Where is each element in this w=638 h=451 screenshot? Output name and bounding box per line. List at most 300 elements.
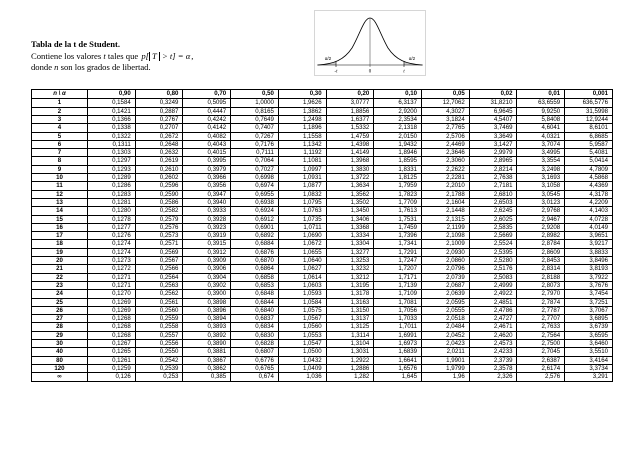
table-cell: 0,3892 (183, 331, 231, 339)
table-cell: 4,0728 (565, 215, 613, 223)
table-header-row (32, 90, 613, 99)
table-cell: 1,3862 (278, 107, 326, 115)
table-cell: 2,7045 (517, 348, 565, 356)
table-cell: 0,3900 (183, 290, 231, 298)
table-row (32, 149, 613, 157)
table-cell: 1,0763 (278, 207, 326, 215)
table-cell: 1,6991 (374, 331, 422, 339)
table-cell: 1,7247 (374, 257, 422, 265)
table-cell: 2,1199 (422, 223, 470, 231)
table-row (32, 290, 613, 298)
table-cell: 0,4142 (183, 124, 231, 132)
table-cell: 0,2566 (135, 265, 183, 273)
alpha-header: 0,20 (326, 90, 374, 99)
table-cell: 2,9768 (517, 207, 565, 215)
table-row (32, 340, 613, 348)
table-cell: 1,3634 (326, 182, 374, 190)
table-cell: 0,2558 (135, 323, 183, 331)
table-cell: 2,9200 (374, 107, 422, 115)
table-cell: 0,6844 (231, 298, 279, 306)
alpha-header: 0,30 (278, 90, 326, 99)
table-cell: 2,0423 (422, 340, 470, 348)
table-cell: 2,0150 (374, 132, 422, 140)
table-cell: 1,3232 (326, 265, 374, 273)
table-cell: 2,6387 (517, 356, 565, 364)
table-cell: 2,3534 (374, 116, 422, 124)
degrees-of-freedom-cell: 7 (32, 149, 88, 157)
degrees-of-freedom-cell: 16 (32, 223, 88, 231)
table-cell: 3,6739 (565, 323, 613, 331)
degrees-of-freedom-cell: 24 (32, 290, 88, 298)
table-cell: 0,6892 (231, 232, 279, 240)
table-cell: 0,2567 (135, 257, 183, 265)
degrees-of-freedom-cell: 29 (32, 331, 88, 339)
table-cell: 0,1278 (88, 215, 136, 223)
alpha-header: 0,90 (88, 90, 136, 99)
degrees-of-freedom-cell: 14 (32, 207, 88, 215)
table-cell: 2,1009 (422, 240, 470, 248)
degrees-of-freedom-cell: 120 (32, 364, 88, 372)
table-row (32, 240, 613, 248)
table-title: Tabla de la t de Student. (31, 39, 120, 49)
table-cell: 1,0500 (278, 348, 326, 356)
table-row (32, 248, 613, 256)
table-cell: 2,8784 (517, 240, 565, 248)
table-cell: 0,3919 (183, 232, 231, 240)
table-cell: 0,3923 (183, 223, 231, 231)
table-cell: 1,645 (374, 373, 422, 381)
table-cell: 0,7027 (231, 165, 279, 173)
table-row (32, 124, 613, 132)
table-cell: 0,3909 (183, 257, 231, 265)
x-label-zero: 0 (368, 69, 372, 75)
table-cell: 8,6101 (565, 124, 613, 132)
table-cell: 2,5176 (469, 265, 517, 273)
table-cell: 1,7613 (374, 207, 422, 215)
table-cell: 0,2582 (135, 207, 183, 215)
table-cell: 0,1265 (88, 348, 136, 356)
table-cell: 1,3450 (326, 207, 374, 215)
table-cell: 4,5868 (565, 174, 613, 182)
table-cell: 2,3060 (422, 157, 470, 165)
table-row (32, 348, 613, 356)
table-row (32, 232, 613, 240)
alpha-header: 0,02 (469, 90, 517, 99)
table-cell: 0,3894 (183, 315, 231, 323)
table-cell: 1,7396 (374, 232, 422, 240)
table-cell: 1,7207 (374, 265, 422, 273)
table-cell: 2,7970 (517, 290, 565, 298)
table-cell: 5,4081 (565, 149, 613, 157)
table-cell: 1,7056 (374, 306, 422, 314)
table-cell: 2,5395 (469, 248, 517, 256)
table-cell: 0,1297 (88, 157, 136, 165)
table-cell: 1,7011 (374, 323, 422, 331)
table-cell: 0,3862 (183, 364, 231, 372)
table-cell: 0,6840 (231, 306, 279, 314)
table-cell: 0,7064 (231, 157, 279, 165)
probability-formula: p[ T > t] = α (141, 50, 191, 61)
table-cell: 3,8193 (565, 265, 613, 273)
table-cell: 2,4233 (469, 348, 517, 356)
degrees-of-freedom-cell: 20 (32, 257, 88, 265)
table-cell: 0,2561 (135, 298, 183, 306)
table-description (31, 39, 291, 74)
table-cell: 2,3646 (422, 149, 470, 157)
degrees-of-freedom-cell: 80 (32, 356, 88, 364)
variable-n: n (54, 62, 59, 72)
table-cell: 1,6377 (326, 116, 374, 124)
table-cell: 3,1058 (517, 182, 565, 190)
table-cell: 2,326 (469, 373, 517, 381)
table-cell: 0,2648 (135, 140, 183, 148)
formula-alpha: = α (177, 50, 191, 61)
table-cell: 3,6895 (565, 315, 613, 323)
degrees-of-freedom-cell: 17 (32, 232, 88, 240)
table-cell: 1,0997 (278, 165, 326, 173)
table-cell: 0,3904 (183, 273, 231, 281)
table-cell: 1,3163 (326, 298, 374, 306)
table-cell: 1,6839 (374, 348, 422, 356)
table-cell: 1,0614 (278, 273, 326, 281)
table-cell: 12,7062 (422, 99, 470, 107)
table-cell: 4,5407 (469, 116, 517, 124)
table-cell: 1,8125 (374, 174, 422, 182)
table-cell: 12,9244 (565, 116, 613, 124)
table-cell: 5,9587 (565, 140, 613, 148)
t-student-table (31, 89, 613, 382)
table-cell: 0,6912 (231, 215, 279, 223)
table-cell: 1,0575 (278, 306, 326, 314)
formula-abs (149, 52, 160, 61)
degrees-of-freedom-cell: 4 (32, 124, 88, 132)
table-cell: 1,8331 (374, 165, 422, 173)
description-punct: , (191, 50, 194, 61)
degrees-of-freedom-cell: 25 (32, 298, 88, 306)
table-cell: 2,7500 (517, 340, 565, 348)
table-cell: 3,6595 (565, 331, 613, 339)
table-cell: 1,3125 (326, 323, 374, 331)
table-cell: 0,2564 (135, 273, 183, 281)
table-cell: 2,5669 (469, 232, 517, 240)
table-cell: 1,0877 (278, 182, 326, 190)
degrees-of-freedom-cell: 18 (32, 240, 88, 248)
table-cell: 0,1271 (88, 281, 136, 289)
table-cell: 6,8685 (565, 132, 613, 140)
table-cell: 2,6174 (517, 364, 565, 372)
table-cell: 1,2886 (326, 364, 374, 372)
alpha-header: 0,80 (135, 90, 183, 99)
description-text: Contiene los valores (31, 50, 102, 61)
table-cell: 0,2569 (135, 248, 183, 256)
table-cell: 1,7109 (374, 290, 422, 298)
table-cell: 0,6828 (231, 340, 279, 348)
degrees-of-freedom-cell: 10 (32, 174, 88, 182)
table-cell: 3,9651 (565, 232, 613, 240)
table-cell: 3,3649 (469, 132, 517, 140)
table-cell: 0,1293 (88, 165, 136, 173)
table-cell: 2,4573 (469, 340, 517, 348)
table-cell: 2,8314 (517, 265, 565, 273)
table-cell: 0,3898 (183, 298, 231, 306)
table-cell: 0,4447 (183, 107, 231, 115)
table-cell: 0,7407 (231, 124, 279, 132)
degrees-of-freedom-cell: 8 (32, 157, 88, 165)
table-cell: 636,5776 (565, 99, 613, 107)
table-cell: 2,5835 (469, 223, 517, 231)
table-cell: 6,9645 (469, 107, 517, 115)
table-cell: 1,7139 (374, 281, 422, 289)
table-cell: 3,7074 (517, 140, 565, 148)
table-cell: 1,3137 (326, 315, 374, 323)
table-cell: 0,6807 (231, 348, 279, 356)
table-cell: 1,3406 (326, 215, 374, 223)
table-cell: 1,0560 (278, 323, 326, 331)
table-cell: 2,9979 (469, 149, 517, 157)
table-cell: 2,0739 (422, 273, 470, 281)
table-cell: 0,6864 (231, 265, 279, 273)
table-cell: 0,6924 (231, 207, 279, 215)
table-cell: 0,4082 (183, 132, 231, 140)
table-cell: 0,7176 (231, 140, 279, 148)
table-cell: 2,1788 (422, 190, 470, 198)
table-cell: 2,7707 (517, 315, 565, 323)
table-cell: 2,7874 (517, 298, 565, 306)
table-cell: 2,5524 (469, 240, 517, 248)
table-cell: 0,6848 (231, 290, 279, 298)
table-row (32, 364, 613, 372)
table-row (32, 323, 613, 331)
table-cell: 1,2498 (278, 116, 326, 124)
table-cell: 1,1081 (278, 157, 326, 165)
table-cell: 0,126 (88, 373, 136, 381)
table-cell: 4,3178 (565, 190, 613, 198)
table-cell: 2,3739 (469, 356, 517, 364)
table-cell: 2,0518 (422, 315, 470, 323)
table-cell: 1,0000 (231, 99, 279, 107)
table-cell: 1,0795 (278, 198, 326, 206)
table-cell: 0,3947 (183, 190, 231, 198)
alpha-header: 0,001 (565, 90, 613, 99)
x-label-t: t (403, 69, 405, 75)
table-cell: 3,2498 (517, 165, 565, 173)
table-cell: 2,4999 (469, 281, 517, 289)
degrees-of-freedom-cell: 12 (32, 190, 88, 198)
table-cell: 0,1274 (88, 240, 136, 248)
table-row (32, 215, 613, 223)
table-cell: 3,8496 (565, 257, 613, 265)
table-cell: 0,1273 (88, 257, 136, 265)
table-cell: 1,3830 (326, 165, 374, 173)
table-cell: 2,4851 (469, 298, 517, 306)
table-cell: 0,674 (231, 373, 279, 381)
table-cell: 3,291 (565, 373, 613, 381)
table-cell: 0,6837 (231, 315, 279, 323)
table-cell: 9,9250 (517, 107, 565, 115)
table-cell: 31,8210 (469, 99, 517, 107)
table-cell: 2,0687 (422, 281, 470, 289)
degrees-of-freedom-cell: 15 (32, 215, 88, 223)
table-cell: 1,4398 (326, 140, 374, 148)
table-cell: 2,8214 (469, 165, 517, 173)
table-cell: 0,6834 (231, 323, 279, 331)
table-cell: 2,8982 (517, 232, 565, 240)
table-cell: 0,2767 (135, 116, 183, 124)
table-cell: 1,0593 (278, 290, 326, 298)
table-cell: 0,2560 (135, 306, 183, 314)
table-cell: 0,2632 (135, 149, 183, 157)
table-cell: 0,3896 (183, 306, 231, 314)
table-cell: 1,1558 (278, 132, 326, 140)
table-cell: 3,7251 (565, 298, 613, 306)
table-cell: 1,0553 (278, 331, 326, 339)
table-cell: 0,3902 (183, 281, 231, 289)
table-cell: 2,3578 (469, 364, 517, 372)
table-cell: 2,8188 (517, 273, 565, 281)
table-cell: 0,1270 (88, 290, 136, 298)
table-cell: 0,6853 (231, 281, 279, 289)
table-cell: 1,282 (326, 373, 374, 381)
table-cell: 0,1311 (88, 140, 136, 148)
table-cell: 3,1427 (469, 140, 517, 148)
table-cell: 0,3979 (183, 165, 231, 173)
table-cell: 1,1896 (278, 124, 326, 132)
table-cell: 0,2579 (135, 215, 183, 223)
table-cell: 1,0409 (278, 364, 326, 372)
degrees-of-freedom-cell: 19 (32, 248, 88, 256)
table-cell: 0,3912 (183, 248, 231, 256)
corner-header: n \ α (32, 90, 88, 99)
table-row (32, 198, 613, 206)
table-cell: 1,3212 (326, 273, 374, 281)
table-cell: 1,7709 (374, 198, 422, 206)
table-cell: 0,1303 (88, 149, 136, 157)
table-cell: 0,2571 (135, 240, 183, 248)
table-cell: 3,4995 (517, 149, 565, 157)
degrees-of-freedom-cell: 11 (32, 182, 88, 190)
table-cell: 0,2619 (135, 157, 183, 165)
table-cell: 1,0640 (278, 257, 326, 265)
table-cell: 1,7959 (374, 182, 422, 190)
table-cell: 0,3933 (183, 207, 231, 215)
table-cell: 2,8073 (517, 281, 565, 289)
table-cell: 0,1276 (88, 232, 136, 240)
table-cell: 2,9208 (517, 223, 565, 231)
table-cell: 0,1283 (88, 190, 136, 198)
table-cell: 2,4786 (469, 306, 517, 314)
table-cell: 1,0655 (278, 248, 326, 256)
right-tail-label: α/2 (408, 56, 416, 61)
table-cell: 3,7454 (565, 290, 613, 298)
table-cell: 0,1421 (88, 107, 136, 115)
table-cell: 1,3114 (326, 331, 374, 339)
degrees-of-freedom-cell: 40 (32, 348, 88, 356)
table-row (32, 356, 613, 364)
alpha-header: 0,70 (183, 90, 231, 99)
table-cell: 0,1338 (88, 124, 136, 132)
degrees-of-freedom-cell: 28 (32, 323, 88, 331)
table-cell: 1,3150 (326, 306, 374, 314)
table-cell: 0,2596 (135, 182, 183, 190)
table-cell: 0,1268 (88, 331, 136, 339)
table-cell: 1,1342 (278, 140, 326, 148)
table-cell: 1,9432 (374, 140, 422, 148)
table-cell: 0,2586 (135, 198, 183, 206)
description-line-1 (31, 51, 291, 63)
table-cell: 1,9901 (422, 356, 470, 364)
x-label-neg-t: -t (334, 69, 338, 75)
t-distribution-figure (314, 10, 426, 76)
table-cell: 0,6884 (231, 240, 279, 248)
table-cell: 2,0595 (422, 298, 470, 306)
table-cell: 0,6870 (231, 257, 279, 265)
table-cell: 2,0860 (422, 257, 470, 265)
alpha-header: 0,05 (422, 90, 470, 99)
table-cell: 0,2559 (135, 315, 183, 323)
table-cell: 0,2573 (135, 232, 183, 240)
table-cell: 0,253 (135, 373, 183, 381)
table-cell: 3,3554 (517, 157, 565, 165)
table-cell: 3,4164 (565, 356, 613, 364)
table-cell: 4,0149 (565, 223, 613, 231)
table-cell: 1,0672 (278, 240, 326, 248)
table-cell: 0,8165 (231, 107, 279, 115)
table-cell: 0,4242 (183, 116, 231, 124)
formula-T: T (152, 50, 157, 61)
table-cell: 0,3915 (183, 240, 231, 248)
table-cell: 0,6998 (231, 174, 279, 182)
table-cell: 1,8595 (374, 157, 422, 165)
table-row (32, 306, 613, 314)
table-cell: 3,8833 (565, 248, 613, 256)
table-cell: 1,7081 (374, 298, 422, 306)
table-cell: 3,1824 (422, 116, 470, 124)
table-cell: 2,1098 (422, 232, 470, 240)
table-cell: 1,036 (278, 373, 326, 381)
table-row (32, 257, 613, 265)
table-cell: 0,3966 (183, 174, 231, 182)
table-cell: 2,7638 (469, 174, 517, 182)
table-row (32, 331, 613, 339)
table-cell: 0,1271 (88, 273, 136, 281)
table-cell: 0,2610 (135, 165, 183, 173)
alpha-header: 0,50 (231, 90, 279, 99)
table-cell: 2,7564 (517, 331, 565, 339)
table-cell: 1,0832 (278, 190, 326, 198)
table-cell: 2,1318 (374, 124, 422, 132)
table-cell: 3,7922 (565, 273, 613, 281)
table-row (32, 140, 613, 148)
table-cell: 63,6559 (517, 99, 565, 107)
table-cell: 5,8408 (517, 116, 565, 124)
table-cell: 1,6641 (374, 356, 422, 364)
table-cell: 0,4015 (183, 149, 231, 157)
degrees-of-freedom-cell: 30 (32, 340, 88, 348)
table-cell: 1,0627 (278, 265, 326, 273)
table-row (32, 116, 613, 124)
table-cell: 1,0735 (278, 215, 326, 223)
table-cell: 2,6245 (469, 207, 517, 215)
table-cell: 0,3890 (183, 340, 231, 348)
table-row (32, 182, 613, 190)
table-cell: 0,1259 (88, 364, 136, 372)
table-cell: 0,1286 (88, 182, 136, 190)
table-cell: 1,7291 (374, 248, 422, 256)
table-cell: 3,6460 (565, 340, 613, 348)
alpha-header: 0,10 (374, 90, 422, 99)
table-cell: 4,3027 (422, 107, 470, 115)
table-cell: 0,3956 (183, 182, 231, 190)
